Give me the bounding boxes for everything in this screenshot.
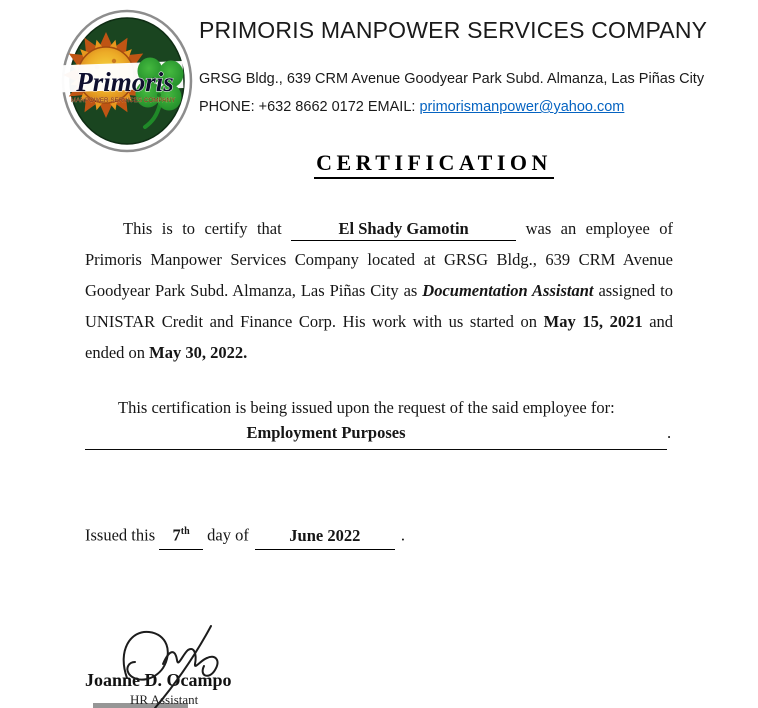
signature-block [85,620,325,708]
issued-day-blank [159,519,203,550]
purpose-line [85,420,677,450]
certify-text-after-name: was an employee of Primoris Manpower Services Company located at GRSG Bldg., 639 CRM Avenue Goodyear Park Subd. Almanza, Las Piñas City as [85,219,673,300]
logo-tagline-text: MANPOWER SERVICES COMPANY [70,97,176,104]
certification-heading-row [0,150,758,179]
issued-period: . [400,525,405,545]
certify-text-after-position: assigned to UNISTAR Credit and Finance Corp. His work with us started on [85,281,674,331]
position-title: Documentation Assistant [422,281,594,300]
issued-line [85,519,405,550]
logo-brand-text: Primoris [76,67,174,97]
end-date: May 30, 2022. [149,343,248,362]
purpose-period: . [667,423,672,442]
purpose-intro: This certification is being issued upon the request of the said employee for: [118,398,615,417]
start-date: May 15, 2021 [543,312,643,331]
issued-prefix: Issued this [85,525,156,545]
employee-name-blank [291,218,516,241]
page-title: CERTIFICATION [314,150,554,179]
company-name: PRIMORIS MANPOWER SERVICES COMPANY [199,17,708,43]
email-link[interactable]: primorismanpower@yahoo.com [419,99,625,115]
certify-text-between-dates: and ended on [85,312,674,362]
signatory-name: Joanne D. Ocampo [85,670,232,690]
issued-day-suffix: th [180,526,190,537]
letterhead [199,16,744,115]
email-label: EMAIL: [367,99,416,115]
contact-line [199,99,744,115]
certify-text-before-name: This is to certify that [123,219,282,238]
employee-name: El Shady Gamotin [338,219,469,238]
purpose-value: Employment Purposes [246,423,406,442]
purpose-paragraph [85,395,677,450]
issued-day: 7 [172,525,181,545]
phone-text: PHONE: +632 8662 0172 [199,99,364,115]
issued-date: June 2022 [289,525,361,545]
signatory-title: HR Assistant [130,692,199,707]
primoris-logo-icon [61,9,193,153]
company-address: GRSG Bldg., 639 CRM Avenue Goodyear Park Subd. Almanza, Las Piñas City [199,71,705,87]
company-logo [61,9,193,153]
issued-date-blank [255,523,395,550]
certify-paragraph [85,213,673,368]
purpose-blank [85,420,667,450]
issued-middle: day of [207,525,249,545]
